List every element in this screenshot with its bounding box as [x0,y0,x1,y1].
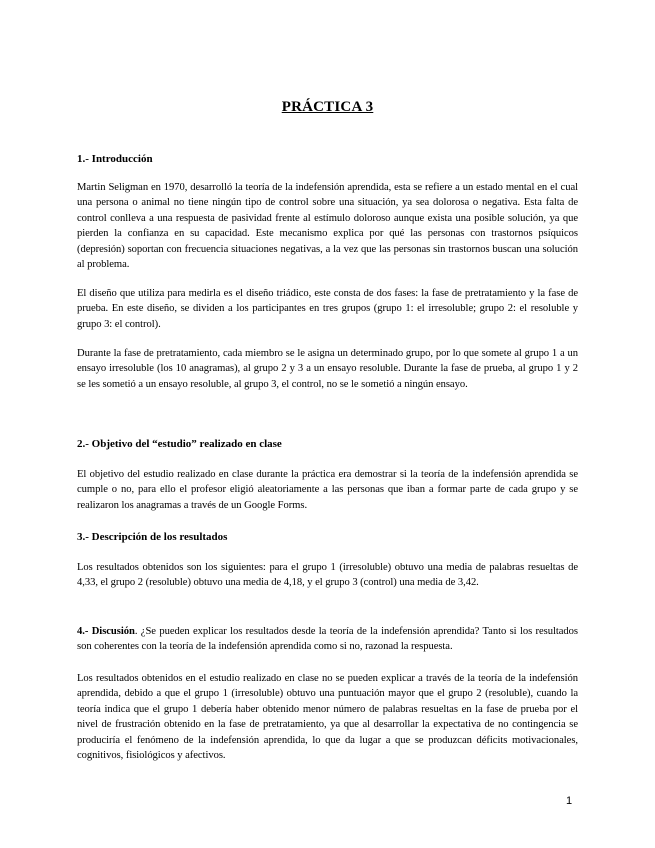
discussion-paragraph: Los resultados obtenidos en el estudio realizado en clase no se pueden explicar a través de la teoría de la indefensión aprendida, debido a que el grupo 1 (irresoluble) obtuvo una puntuación mayor que el grupo 2 (resoluble), cuando la teoría indica que el grupo 1 debería haber obtenido menor número de palabras resueltas en la fase de prueba por el nivel de frustración obtenido en la fase de pretratamiento, ya que al desarrollar la expectativa de no contingencia se produciría el fenómeno de la indefensión aprendida, lo que da lugar a que se produzcan déficits motivacionales, cognitivos, fisiológicos y afectivos. [77,673,578,762]
intro-paragraph-2: El diseño que utiliza para medirla es el diseño triádico, este consta de dos fases: la fase de pretratamiento y la fase de prueba. En este diseño, se dividen a los participantes en tres grupos (grupo 1: el irresoluble; grupo 2: el resoluble y grupo 3: el control). [77,288,578,330]
discussion-intro-paragraph [77,624,578,655]
discussion-question: . ¿Se pueden explicar los resultados desde la teoría de la indefensión aprendida? Tanto si los resultados son coherentes con la teoría de la indefensión aprendida como si no, razonad la respuesta. [77,626,578,653]
intro-paragraph-3: Durante la fase de pretratamiento, cada miembro se le asigna un determinado grupo, por lo que somete al grupo 1 a un ensayo irresoluble (los 10 anagramas), al grupo 2 y 3 a un ensayo resoluble. Durante la fase de prueba, al grupo 1 y 2 se les sometió a un ensayo resoluble, al grupo 3, el control, no se le sometió a ningún ensayo. [77,348,578,390]
page-number: 1 [566,795,573,807]
section-heading-results: 3.- Descripción de los resultados [77,531,228,543]
section-heading-objective: 2.- Objetivo del “estudio” realizado en clase [77,438,282,450]
intro-paragraph-1: Martin Seligman en 1970, desarrolló la teoría de la indefensión aprendida, esta se refiere a un estado mental en el cual una persona o animal no tiene ningún tipo de control sobre una situación, ya sea dolorosa o negativa. Esta falta de control conlleva a una respuesta de pasividad frente al estímulo doloroso aunque exista una posible solución, ya que pierden la confianza en su capacidad. Este mecanismo explica por qué las personas con trastornos psíquicos (depresión) soportan con frecuencia situaciones negativas, a la vez que las personas sin trastornos buscan una solución al problema. [77,182,578,271]
objective-paragraph: El objetivo del estudio realizado en clase durante la práctica era demostrar si la teoría de la indefensión aprendida se cumple o no, para ello el profesor eligió aleatoriamente a las personas que iban a formar parte de cada grupo y se realizaron los anagramas a través de un Google Forms. [77,469,578,511]
section-heading-intro: 1.- Introducción [77,153,153,165]
page-title: PRÁCTICA 3 [281,99,374,115]
results-paragraph: Los resultados obtenidos son los siguientes: para el grupo 1 (irresoluble) obtuvo una media de palabras resueltas de 4,33, el grupo 2 (resoluble) obtuvo una media de 4,18, y el grupo 3 (control) una media de 3,42. [77,562,578,589]
section-heading-discussion: 4.- Discusión [77,626,135,637]
